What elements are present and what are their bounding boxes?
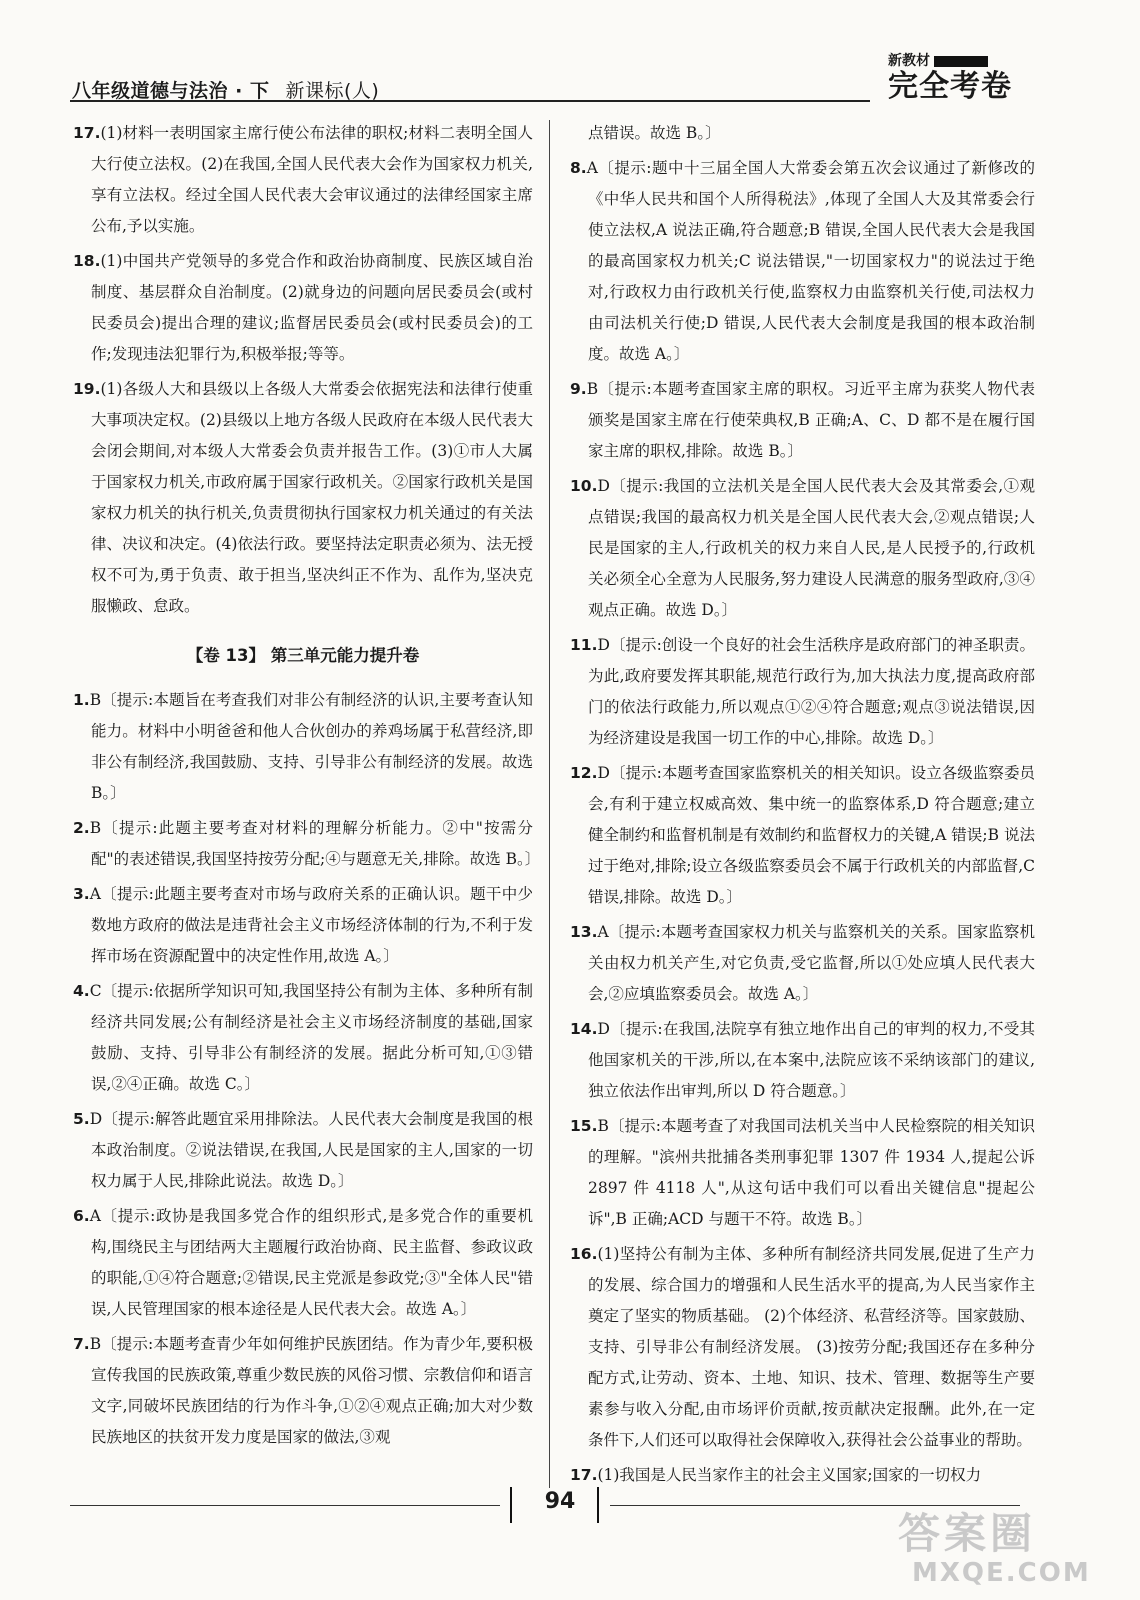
answer-text: C〔提示:依据所学知识可知,我国坚持公有制为主体、多种所有制经济共同发展;公有制经济是社会主义市场经济制度的基础,国家鼓励、支持、引导非公有制经济的发展。据此分析可知,①③错误,②④正确。故选 C。〕	[89, 982, 533, 1093]
answer-text: (1)我国是人民当家作主的社会主义国家;国家的一切权力	[597, 1466, 982, 1484]
answer-text: A〔提示:题中十三届全国人大常委会第五次会议通过了新修改的《中华人民共和国个人所得税法》,体现了全国人大及其常委会行使立法权,A 说法正确,符合题意;B 错误,全国人民代表大会是我国的最高国家权力机关;C 说法错误,"一切国家权力"的说法过于绝对,行政权力由行政机关行使,监察权力由监察机关行使,司法权力由司法机关行使;D 错误,人民代表大会制度是我国的根本政治制度。故选 A。〕	[586, 159, 1035, 363]
footer-bar-right	[597, 1487, 599, 1523]
answer-number: 8.	[570, 159, 587, 177]
page-number: 94	[544, 1489, 576, 1514]
left-column	[73, 118, 541, 1457]
answer-text: B〔提示:此题主要考查对材料的理解分析能力。②中"按需分配"的表述错误,我国坚持按劳分配;④与题意无关,排除。故选 B。〕	[89, 819, 541, 868]
answer-text: (1)各级人大和县级以上各级人大常委会依据宪法和法律行使重大事项决定权。(2)县级以上地方各级人民政府在本级人民代表大会闭会期间,对本级人大常委会负责并报告工作。(3)①市人大属于国家权力机关,市政府属于国家行政机关。②国家行政机关是国家权力机关的执行机关,负责贯彻执行国家权力机关通过的有关法律、决议和决定。(4)依法行政。要坚持法定职责必须为、法无授权不可为,勇于负责、敢于担当,坚决纠正不作为、乱作为,坚决克服懒政、怠政。	[91, 380, 533, 615]
answer-number: 5.	[73, 1110, 90, 1128]
answer-text: D〔提示:我国的立法机关是全国人民代表大会及其常委会,①观点错误;我国的最高权力机关是全国人民代表大会,②观点错误;人民是国家的主人,行政机关的权力来自人民,是人民授予的,行政机关必须全心全意为人民服务,努力建设人民满意的服务型政府,③④观点正确。故选 D。〕	[588, 477, 1035, 619]
book-edition: 新课标(人)	[285, 80, 380, 102]
header-rule	[70, 100, 870, 102]
answer-number: 17.	[73, 124, 101, 142]
answer-item	[570, 374, 1035, 467]
answer-number: 2.	[73, 819, 90, 837]
brand-bar	[934, 56, 988, 67]
answer-text: A〔提示:此题主要考查对市场与政府关系的正确认识。题干中少数地方政府的做法是违背社会主义市场经济体制的行为,不利于发挥市场在资源配置中的决定性作用,故选 A。〕	[89, 885, 533, 965]
answer-number: 9.	[570, 380, 587, 398]
answer-item	[570, 1014, 1035, 1107]
answer-number: 6.	[73, 1207, 90, 1225]
answer-item	[73, 1104, 533, 1197]
answer-item	[73, 976, 533, 1100]
watermark-logo	[898, 1510, 1118, 1594]
answer-item	[73, 118, 533, 242]
footer-rule-left	[70, 1505, 500, 1506]
answer-text: 点错误。故选 B。〕	[588, 124, 721, 142]
brand-logo	[888, 50, 1048, 104]
answer-number: 10.	[570, 477, 598, 495]
footer-bar-left	[510, 1487, 512, 1523]
footer-rule-right	[610, 1505, 1020, 1506]
answer-item	[570, 153, 1035, 370]
answer-item	[570, 630, 1035, 754]
answer-item	[570, 118, 1035, 149]
answer-number: 19.	[73, 380, 101, 398]
book-title-text: 八年级道德与法治 · 下	[72, 80, 270, 102]
column-divider	[549, 120, 550, 1488]
answer-text: (1)坚持公有制为主体、多种所有制经济共同发展,促进了生产力的发展、综合国力的增强和人民生活水平的提高,为人民当家作主奠定了坚实的物质基础。 (2)个体经济、私营经济等。国家鼓励、支持、引导非公有制经济发展。 (3)按劳分配;我国还存在多种分配方式,让劳动、资本、土地、知识、技术、管理、数据等生产要素参与收入分配,由市场评价贡献,按贡献决定报酬。此外,在一定条件下,人们还可以取得社会保障收入,获得社会公益事业的帮助。	[588, 1245, 1035, 1449]
answer-number: 18.	[73, 252, 101, 270]
book-title	[72, 76, 379, 103]
answer-text: A〔提示:政协是我国多党合作的组织形式,是多党合作的重要机构,围绕民主与团结两大主题履行政治协商、民主监督、参政议政的职能,①④符合题意;②错误,民主党派是参政党;③"全体人民"错误,人民管理国家的根本途径是人民代表大会。故选 A。〕	[89, 1207, 533, 1318]
answer-item	[73, 685, 533, 809]
answer-list-right	[570, 118, 1035, 1491]
answer-item	[570, 471, 1035, 626]
watermark-text: 答案圈	[898, 1509, 1037, 1558]
answer-item	[73, 1329, 533, 1453]
answer-list-top	[73, 118, 533, 622]
answer-number: 4.	[73, 982, 90, 1000]
answer-text: (1)材料一表明国家主席行使公布法律的职权;材料二表明全国人大行使立法权。(2)在我国,全国人民代表大会作为国家权力机关,享有立法权。经过全国人民代表大会审议通过的法律经国家主席公布,予以实施。	[91, 124, 533, 235]
answer-item	[570, 1111, 1035, 1235]
answer-list-bottom	[73, 685, 541, 1453]
answer-number: 3.	[73, 885, 90, 903]
watermark-url: MXQE.COM	[912, 1558, 1091, 1588]
answer-item	[73, 1201, 533, 1325]
answer-text: D〔提示:本题考查国家监察机关的相关知识。设立各级监察委员会,有利于建立权威高效、集中统一的监察体系,D 符合题意;建立健全制约和监督机制是有效制约和监督权力的关键,A 错误;B 说法过于绝对,排除;设立各级监察委员会不属于行政机关的内部监督,C 错误,排除。故选 D。〕	[588, 764, 1035, 906]
brand-top-text: 新教材	[888, 53, 930, 69]
answer-text: (1)中国共产党领导的多党合作和政治协商制度、民族区域自治制度、基层群众自治制度。(2)就身边的问题向居民委员会(或村民委员会)提出合理的建议;监督居民委员会(或村民委员会)的工作;发现违法犯罪行为,积极举报;等等。	[91, 252, 533, 363]
brand-main: 完全考卷	[888, 69, 1012, 104]
answer-text: B〔提示:本题旨在考查我们对非公有制经济的认识,主要考查认知能力。材料中小明爸爸和他人合伙创办的养鸡场属于私营经济,即非公有制经济,我国鼓励、支持、引导非公有制经济的发展。故选 B。〕	[89, 691, 533, 802]
answer-text: D〔提示:解答此题宜采用排除法。人民代表大会制度是我国的根本政治制度。②说法错误,在我国,人民是国家的主人,国家的一切权力属于人民,排除此说法。故选 D。〕	[89, 1110, 533, 1190]
answer-item	[570, 758, 1035, 913]
answer-item	[570, 1239, 1035, 1456]
answer-text: D〔提示:创设一个良好的社会生活秩序是政府部门的神圣职责。为此,政府要发挥其职能,规范行政行为,加大执法力度,提高政府部门的依法行政能力,所以观点①②④符合题意;观点③说法错误,因为经济建设是我国一切工作的中心,排除。故选 D。〕	[588, 636, 1035, 747]
answer-text: B〔提示:本题考查国家主席的职权。习近平主席为获奖人物代表颁奖是国家主席在行使荣典权,B 正确;A、C、D 都不是在履行国家主席的职权,排除。故选 B。〕	[586, 380, 1035, 460]
answer-number: 16.	[570, 1245, 598, 1263]
answer-text: A〔提示:本题考查国家权力机关与监察机关的关系。国家监察机关由权力机关产生,对它负责,受它监督,所以①处应填人民代表大会,②应填监察委员会。故选 A。〕	[588, 923, 1035, 1003]
answer-number: 7.	[73, 1335, 90, 1353]
answer-number: 15.	[570, 1117, 598, 1135]
section-title: 【卷 13】 第三单元能力提升卷	[186, 646, 420, 665]
answer-number: 11.	[570, 636, 598, 654]
answer-item	[73, 374, 533, 622]
answer-number: 13.	[570, 923, 598, 941]
answer-item	[73, 813, 541, 875]
answer-text: B〔提示:本题考查青少年如何维护民族团结。作为青少年,要积极宣传我国的民族政策,尊重少数民族的风俗习惯、宗教信仰和语言文字,同破坏民族团结的行为作斗争,①②④观点正确;加大对少数民族地区的扶贫开发力度是国家的做法,③观	[89, 1335, 533, 1446]
answer-item	[73, 246, 533, 370]
answer-number: 17.	[570, 1466, 598, 1484]
answer-number: 14.	[570, 1020, 598, 1038]
brand-top	[888, 50, 1048, 70]
right-column	[570, 118, 1035, 1495]
answer-item	[73, 879, 533, 972]
answer-text: D〔提示:在我国,法院享有独立地作出自己的审判的权力,不受其他国家机关的干涉,所以,在本案中,法院应该不采纳该部门的建议,独立依法作出审判,所以 D 符合题意。〕	[588, 1020, 1035, 1100]
answer-item	[570, 917, 1035, 1010]
answer-number: 12.	[570, 764, 598, 782]
page-header	[70, 53, 1050, 110]
answer-number: 1.	[73, 691, 90, 709]
answer-text: B〔提示:本题考查了对我国司法机关当中人民检察院的相关知识的理解。"滨州共批捕各类刑事犯罪 1307 件 1934 人,提起公诉 2897 件 4118 人",从这句话中我们可以看出关键信息"提起公诉",B 正确;ACD 与题干不符。故选 B。〕	[588, 1117, 1035, 1228]
